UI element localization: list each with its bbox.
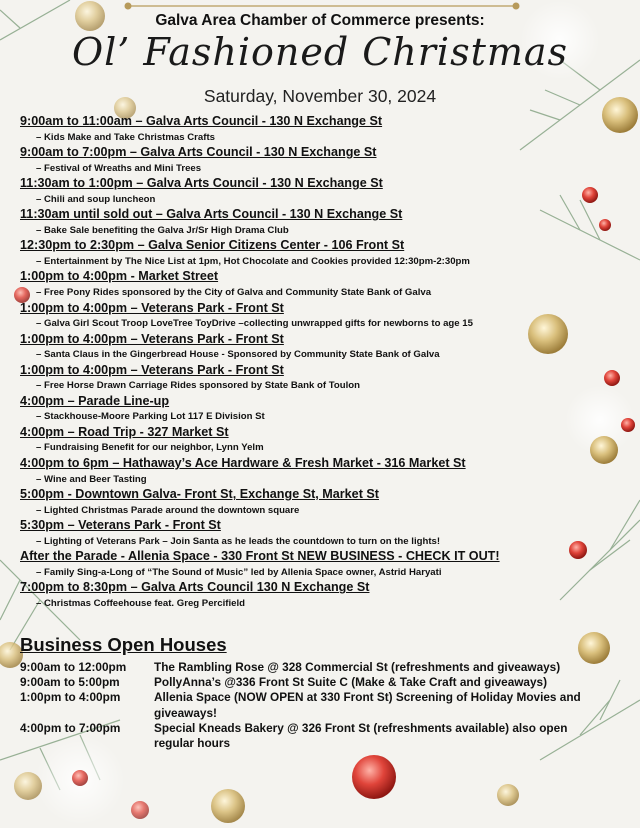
- schedule-entry: [20, 114, 620, 145]
- schedule-entry: [20, 332, 620, 363]
- schedule-entry: [20, 363, 620, 394]
- schedule-description: – Fundraising Benefit for our neighbor, Lynn Yelm: [36, 442, 264, 454]
- schedule-description: – Christmas Coffeehouse feat. Greg Percifield: [36, 597, 245, 609]
- business-heading: Business Open Houses: [20, 634, 227, 655]
- schedule-description: – Lighting of Veterans Park – Join Santa as he leads the countdown to turn on the lights!: [36, 535, 441, 547]
- business-description-line: Allenia Space (NOW OPEN at 330 Front St) Screening of Holiday Movies and: [154, 690, 581, 705]
- business-description: [154, 660, 620, 675]
- business-row: [20, 660, 620, 675]
- schedule-time-location: 5:30pm – Veterans Park - Front St: [20, 518, 221, 533]
- schedule-entry: [20, 207, 620, 238]
- schedule-entry: [20, 301, 620, 332]
- schedule-time-location: 1:00pm to 4:00pm - Market Street: [20, 269, 219, 284]
- schedule-description: – Lighted Christmas Parade around the downtown square: [36, 504, 300, 516]
- schedule-entry: [20, 425, 620, 456]
- schedule-description: – Kids Make and Take Christmas Crafts: [36, 131, 215, 143]
- business-description-line: giveaways!: [154, 705, 217, 720]
- schedule-time-location: 7:00pm to 8:30pm – Galva Arts Council 130 N Exchange St: [20, 580, 370, 595]
- business-row: [20, 675, 620, 690]
- schedule-entry: [20, 518, 620, 549]
- schedule-time-location: After the Parade - Allenia Space - 330 Front St NEW BUSINESS - CHECK IT OUT!: [20, 549, 500, 564]
- schedule-description: – Santa Claus in the Gingerbread House - Sponsored by Community State Bank of Galva: [36, 349, 440, 361]
- schedule-list: [20, 114, 620, 612]
- presenter-line: Galva Area Chamber of Commerce presents:: [155, 12, 485, 29]
- schedule-entry: [20, 238, 620, 269]
- schedule-time-location: 4:00pm to 6pm – Hathaway’s Ace Hardware & Fresh Market - 316 Market St: [20, 456, 466, 471]
- business-time: 4:00pm to 7:00pm: [20, 720, 121, 735]
- schedule-time-location: 1:00pm to 4:00pm – Veterans Park - Front St: [20, 300, 284, 315]
- business-time: 9:00am to 5:00pm: [20, 675, 120, 690]
- business-row: [20, 690, 620, 720]
- business-description: [154, 690, 620, 720]
- schedule-description: – Bake Sale benefiting the Galva Jr/Sr High Drama Club: [36, 224, 289, 236]
- schedule-entry: [20, 487, 620, 518]
- event-title: Ol’ Fashioned Christmas: [71, 30, 569, 74]
- business-description: [154, 675, 620, 690]
- schedule-entry: [20, 549, 620, 580]
- business-description: [154, 721, 620, 751]
- schedule-entry: [20, 176, 620, 207]
- schedule-description: – Entertainment by The Nice List at 1pm, Hot Chocolate and Cookies provided 12:30pm-2:30pm: [36, 255, 470, 267]
- schedule-entry: [20, 394, 620, 425]
- business-description-line: The Rambling Rose @ 328 Commercial St (refreshments and giveaways): [154, 660, 561, 674]
- business-description-line: regular hours: [154, 736, 231, 751]
- schedule-description: – Family Sing-a-Long of “The Sound of Music” led by Allenia Space owner, Astrid Haryati: [36, 566, 442, 578]
- schedule-time-location: 9:00am to 7:00pm – Galva Arts Council - 130 N Exchange St: [20, 145, 377, 160]
- business-time: 1:00pm to 4:00pm: [20, 690, 121, 705]
- schedule-entry: [20, 456, 620, 487]
- business-list: [20, 660, 620, 751]
- business-row: [20, 721, 620, 751]
- business-description-line: PollyAnna’s @336 Front St Suite C (Make & Take Craft and giveaways): [154, 675, 548, 690]
- schedule-time-location: 12:30pm to 2:30pm – Galva Senior Citizens Center - 106 Front St: [20, 238, 405, 253]
- schedule-description: – Free Pony Rides sponsored by the City of Galva and Community State Bank of Galva: [36, 286, 432, 298]
- schedule-entry: [20, 580, 620, 611]
- schedule-time-location: 1:00pm to 4:00pm – Veterans Park - Front St: [20, 362, 284, 377]
- schedule-time-location: 4:00pm – Road Trip - 327 Market St: [20, 424, 229, 439]
- schedule-time-location: 11:30am to 1:00pm – Galva Arts Council - 130 N Exchange St: [20, 176, 383, 191]
- schedule-description: – Wine and Beer Tasting: [36, 473, 147, 485]
- schedule-description: – Festival of Wreaths and Mini Trees: [36, 162, 202, 174]
- schedule-description: – Free Horse Drawn Carriage Rides sponsored by State Bank of Toulon: [36, 380, 360, 392]
- schedule-description: – Stackhouse-Moore Parking Lot 117 E Division St: [36, 411, 265, 423]
- business-time: 9:00am to 12:00pm: [20, 660, 127, 674]
- schedule-entry: [20, 145, 620, 176]
- schedule-time-location: 9:00am to 11:00am – Galva Arts Council - 130 N Exchange St: [20, 114, 383, 128]
- schedule-time-location: 11:30am until sold out – Galva Arts Council - 130 N Exchange St: [20, 207, 403, 222]
- event-date: Saturday, November 30, 2024: [203, 86, 437, 106]
- schedule-time-location: 4:00pm – Parade Line-up: [20, 393, 170, 408]
- schedule-description: – Chili and soup luncheon: [36, 193, 156, 205]
- business-description-line: Special Kneads Bakery @ 326 Front St (refreshments available) also open: [154, 720, 568, 735]
- schedule-time-location: 1:00pm to 4:00pm – Veterans Park - Front St: [20, 331, 284, 346]
- schedule-time-location: 5:00pm - Downtown Galva- Front St, Exchange St, Market St: [20, 487, 379, 502]
- schedule-description: – Galva Girl Scout Troop LoveTree ToyDrive –collecting unwrapped gifts for newborns to age 15: [36, 318, 473, 330]
- schedule-entry: [20, 269, 620, 300]
